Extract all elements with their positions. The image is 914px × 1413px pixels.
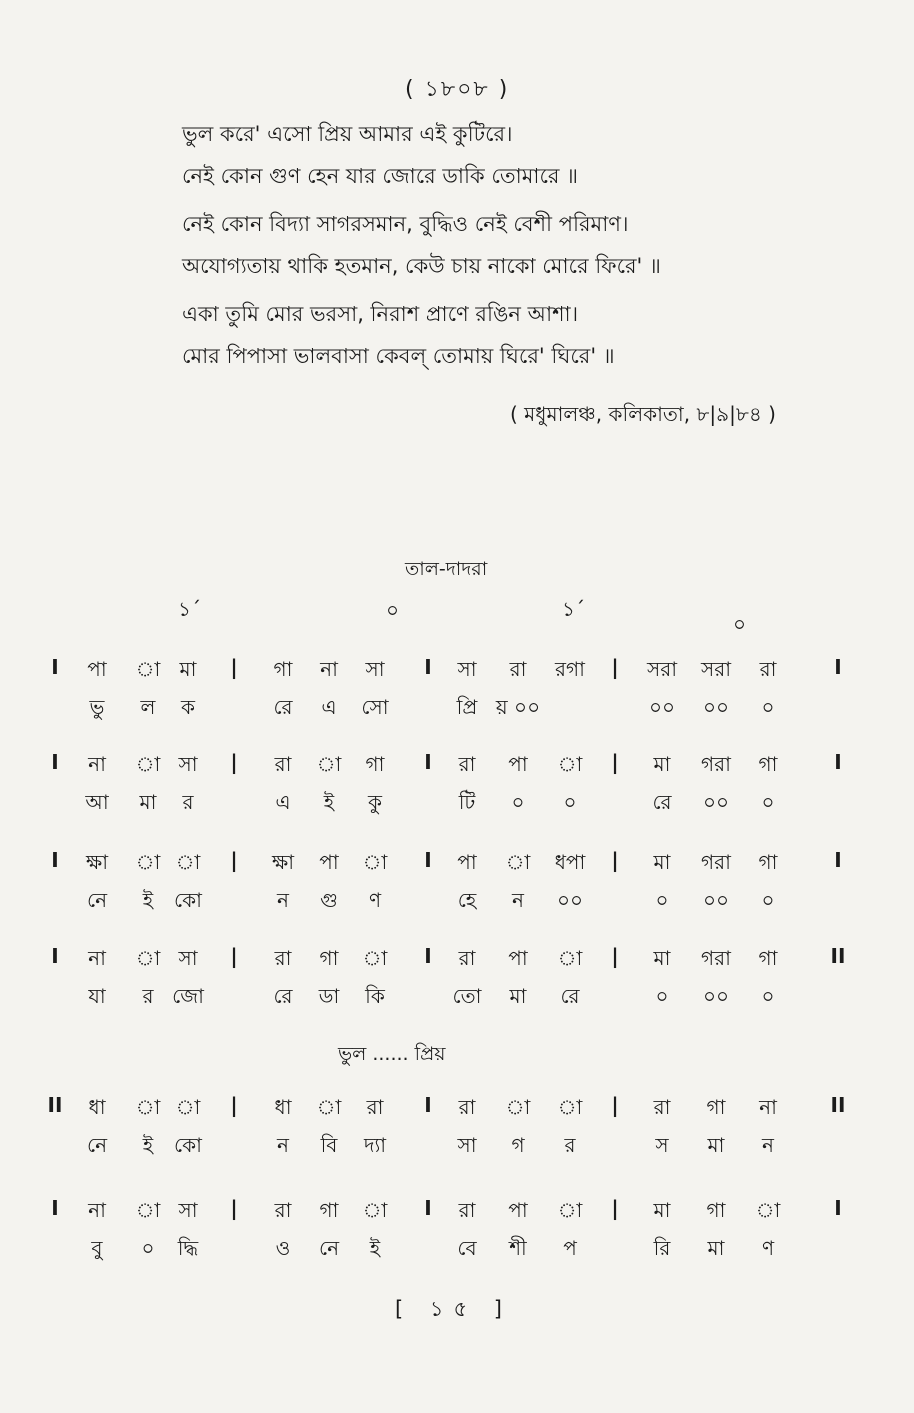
lyric-syllable: যা <box>88 984 106 1008</box>
lyric-syllable: ০ <box>141 1236 155 1260</box>
bar-line: I <box>834 750 842 774</box>
syllable-row <box>0 1234 914 1268</box>
beat-mark: ১´ <box>178 597 201 621</box>
lyric-syllable: কো <box>174 1133 202 1157</box>
swara-note: া <box>557 946 583 970</box>
swara-note: রা <box>458 752 476 776</box>
lyric-syllable: ডা <box>318 984 340 1008</box>
swara-note: সরা <box>646 657 678 681</box>
attribution: ( মধুমালঞ্চ, কলিকাতা, ৮|৯|৮৪ ) <box>510 402 776 426</box>
lyric-line: নেই কোন বিদ্যা সাগরসমান, বুদ্ধিও নেই বেশী পরিমাণ। <box>182 212 629 236</box>
lyric-syllable: আ <box>85 790 109 814</box>
lyric-syllable: প <box>563 1236 577 1260</box>
swara-row <box>0 1093 914 1127</box>
lyric-syllable: রে <box>273 695 293 719</box>
lyric-syllable: য় ০০ <box>495 695 541 719</box>
swara-note: গা <box>706 1198 726 1222</box>
lyric-line: ভুল করে' এসো প্রিয় আমার এই কুটিরে। <box>182 122 513 146</box>
swara-note: পা <box>87 657 107 681</box>
lyric-syllable: ন <box>277 1133 289 1157</box>
lyric-syllable: ০ <box>761 790 775 814</box>
lyric-syllable: জো <box>172 984 204 1008</box>
swara-note: ধা <box>88 1095 106 1119</box>
lyric-syllable: ০ <box>655 984 669 1008</box>
bar-line: I <box>424 1196 432 1220</box>
swara-note: মা <box>653 1198 671 1222</box>
swara-note: সা <box>178 1198 198 1222</box>
lyric-syllable: ই <box>142 1133 154 1157</box>
swara-note: া <box>755 1198 781 1222</box>
lyric-syllable: মা <box>707 1236 725 1260</box>
lyric-syllable: রে <box>652 790 672 814</box>
lyric-syllable: সো <box>361 695 389 719</box>
lyric-syllable: প্রি <box>456 695 478 719</box>
lyric-syllable: নে <box>86 1133 108 1157</box>
lyric-syllable: মা <box>139 790 157 814</box>
swara-note: া <box>135 657 161 681</box>
lyric-syllable: ০০ <box>702 695 730 719</box>
bar-line: I <box>834 1196 842 1220</box>
swara-row <box>0 1196 914 1230</box>
bar-line: | <box>611 1093 619 1117</box>
lyric-line: একা তুমি মোর ভরসা, নিরাশ প্রাণে রঙিন আশা। <box>182 302 579 326</box>
swara-note: ধপা <box>554 850 586 874</box>
bar-line: I <box>424 944 432 968</box>
lyric-syllable: নে <box>318 1236 340 1260</box>
lyric-syllable: রি <box>653 1236 671 1260</box>
bar-line: | <box>611 750 619 774</box>
swara-note: া <box>557 752 583 776</box>
swara-note: মা <box>179 657 197 681</box>
lyric-syllable: ণ <box>761 1236 775 1260</box>
swara-note: া <box>362 1198 388 1222</box>
bar-line: | <box>230 1196 238 1220</box>
lyric-syllable: ক <box>181 695 195 719</box>
swara-note: রগা <box>555 657 585 681</box>
bar-line: I <box>424 655 432 679</box>
lyric-syllable: সা <box>457 1133 477 1157</box>
swara-note: া <box>175 850 201 874</box>
lyric-syllable: ০০ <box>648 695 676 719</box>
swara-note: রা <box>366 1095 384 1119</box>
lyric-syllable: কু <box>368 790 382 814</box>
lyric-syllable: গু <box>320 888 338 912</box>
bar-line: | <box>230 655 238 679</box>
swara-note: া <box>505 850 531 874</box>
lyric-syllable: র <box>182 790 194 814</box>
lyric-syllable: টি <box>458 790 476 814</box>
lyric-syllable: ০ <box>761 984 775 1008</box>
swara-note: া <box>135 752 161 776</box>
swara-note: ক্ষা <box>85 850 109 874</box>
bar-line: I <box>51 1196 59 1220</box>
bar-line: I <box>424 848 432 872</box>
swara-note: সা <box>178 752 198 776</box>
swara-note: না <box>320 657 338 681</box>
swara-note: া <box>135 850 161 874</box>
lyric-syllable: ০ <box>655 888 669 912</box>
lyric-syllable: ০ <box>761 888 775 912</box>
swara-note: া <box>316 1095 342 1119</box>
bar-line: | <box>230 750 238 774</box>
lyric-syllable: মা <box>707 1133 725 1157</box>
swara-note: ধা <box>274 1095 292 1119</box>
swara-note: না <box>88 752 106 776</box>
swara-note: গরা <box>701 752 731 776</box>
bar-line: I <box>51 750 59 774</box>
lyric-syllable: ০ <box>511 790 525 814</box>
bar-line: I <box>834 655 842 679</box>
swara-note: না <box>759 1095 777 1119</box>
swara-note: সা <box>178 946 198 970</box>
swara-note: রা <box>509 657 527 681</box>
swara-note: গরা <box>701 850 731 874</box>
swara-note: া <box>362 850 388 874</box>
swara-note: গা <box>319 946 339 970</box>
lyric-syllable: ল <box>140 695 156 719</box>
lyric-syllable: ই <box>142 888 154 912</box>
swara-note: া <box>135 1095 161 1119</box>
syllable-row <box>0 1131 914 1165</box>
swara-row <box>0 655 914 689</box>
lyric-syllable: ০০ <box>556 888 584 912</box>
swara-note: না <box>88 1198 106 1222</box>
lyric-syllable: ০ <box>761 695 775 719</box>
swara-note: পা <box>508 946 528 970</box>
swara-note: মা <box>653 850 671 874</box>
swara-note: গা <box>319 1198 339 1222</box>
swara-note: পা <box>319 850 339 874</box>
swara-note: সা <box>365 657 385 681</box>
lyric-syllable: র <box>142 984 154 1008</box>
swara-note: মা <box>653 752 671 776</box>
swara-note: পা <box>508 752 528 776</box>
lyric-syllable: ণ <box>368 888 382 912</box>
swara-row <box>0 848 914 882</box>
lyric-syllable: মা <box>509 984 527 1008</box>
lyric-syllable: ই <box>323 790 335 814</box>
lyric-syllable: এ <box>321 695 337 719</box>
lyric-syllable: বু <box>91 1236 103 1260</box>
beat-mark: ০ <box>733 612 747 636</box>
bar-line: II <box>830 944 846 968</box>
lyric-line: অযোগ্যতায় থাকি হতমান, কেউ চায় নাকো মোরে ফিরে' ॥ <box>182 254 661 278</box>
lyric-syllable: তো <box>452 984 482 1008</box>
swara-note: া <box>175 1095 201 1119</box>
swara-note: সা <box>457 657 477 681</box>
beat-mark: ০ <box>386 598 400 622</box>
bar-line: I <box>424 1093 432 1117</box>
lyric-syllable: ০০ <box>702 790 730 814</box>
bar-line: | <box>611 944 619 968</box>
swara-note: রা <box>274 752 292 776</box>
lyric-syllable: র <box>564 1133 576 1157</box>
swara-note: গা <box>758 850 778 874</box>
lyric-syllable: দ্যা <box>363 1133 387 1157</box>
lyric-syllable: রে <box>560 984 580 1008</box>
bar-line: | <box>611 1196 619 1220</box>
syllable-row <box>0 982 914 1016</box>
bar-line: | <box>230 944 238 968</box>
lyric-syllable: ন <box>277 888 289 912</box>
bar-line: I <box>424 750 432 774</box>
swara-note: ক্ষা <box>271 850 295 874</box>
bar-line: | <box>611 655 619 679</box>
lyric-syllable: ০ <box>563 790 577 814</box>
bar-line: II <box>830 1093 846 1117</box>
swara-note: গা <box>273 657 293 681</box>
swara-note: মা <box>653 946 671 970</box>
lyric-syllable: দ্ধি <box>177 1236 199 1260</box>
lyric-syllable: বে <box>457 1236 477 1260</box>
lyric-syllable: ন <box>512 888 524 912</box>
bar-line: | <box>611 848 619 872</box>
lyric-syllable: রে <box>273 984 293 1008</box>
swara-note: রা <box>274 1198 292 1222</box>
bar-line: I <box>834 848 842 872</box>
bar-line: I <box>51 655 59 679</box>
swara-note: া <box>557 1198 583 1222</box>
lyric-syllable: কো <box>174 888 202 912</box>
swara-note: া <box>135 1198 161 1222</box>
lyric-syllable: ন <box>762 1133 774 1157</box>
page-number: [ ১৫ ] <box>395 1297 512 1321</box>
swara-note: পা <box>508 1198 528 1222</box>
beat-mark: ১´ <box>562 597 585 621</box>
bar-line: | <box>230 848 238 872</box>
swara-note: না <box>88 946 106 970</box>
lyric-line: মোর পিপাসা ভালবাসা কেবল্ তোমায় ঘিরে' ঘিরে' ॥ <box>182 344 615 368</box>
swara-note: া <box>135 946 161 970</box>
bar-line: II <box>47 1093 63 1117</box>
swara-note: া <box>362 946 388 970</box>
bar-line: I <box>51 944 59 968</box>
swara-note: গা <box>365 752 385 776</box>
swara-note: রা <box>759 657 777 681</box>
lyric-line: নেই কোন গুণ হেন যার জোরে ডাকি তোমারে ॥ <box>182 164 578 188</box>
song-number: ( ১৮০৮ ) <box>405 77 510 102</box>
lyric-syllable: নে <box>86 888 108 912</box>
swara-note: রা <box>274 946 292 970</box>
lyric-syllable: শী <box>509 1236 527 1260</box>
swara-note: রা <box>458 1198 476 1222</box>
lyric-syllable: গ <box>511 1133 525 1157</box>
swara-note: সরা <box>700 657 732 681</box>
lyric-syllable: এ <box>275 790 291 814</box>
lyric-syllable: বি <box>320 1133 338 1157</box>
lyric-syllable: ০০ <box>702 984 730 1008</box>
tala-title: তাল-দাদরা <box>405 558 488 580</box>
lyric-syllable: ০০ <box>702 888 730 912</box>
swara-note: গা <box>758 752 778 776</box>
syllable-row <box>0 693 914 727</box>
swara-note: া <box>505 1095 531 1119</box>
lyric-syllable: ভু <box>89 695 105 719</box>
swara-note: রা <box>458 1095 476 1119</box>
swara-note: গা <box>758 946 778 970</box>
lyric-syllable: স <box>655 1133 669 1157</box>
swara-note: া <box>316 752 342 776</box>
swara-note: া <box>557 1095 583 1119</box>
bar-line: | <box>230 1093 238 1117</box>
lyric-syllable: ই <box>369 1236 381 1260</box>
swara-row <box>0 944 914 978</box>
lyric-syllable: কি <box>365 984 385 1008</box>
syllable-row <box>0 886 914 920</box>
swara-note: গা <box>706 1095 726 1119</box>
bar-line: I <box>51 848 59 872</box>
swara-note: রা <box>458 946 476 970</box>
lyric-syllable: ও <box>275 1236 291 1260</box>
swara-note: গরা <box>701 946 731 970</box>
syllable-row <box>0 788 914 822</box>
refrain-marker: ভুল ...... প্রিয় <box>338 1043 446 1065</box>
lyric-syllable: হে <box>457 888 477 912</box>
swara-note: রা <box>653 1095 671 1119</box>
swara-row <box>0 750 914 784</box>
swara-note: পা <box>457 850 477 874</box>
